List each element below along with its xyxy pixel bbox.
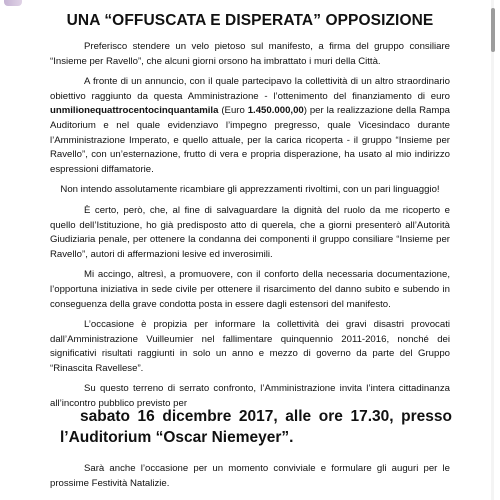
closing-paragraph: Sarà anche l’occasione per un momento conviviale e formulare gli auguri per le prossime Festività Natalizie. xyxy=(50,463,450,489)
scrollbar-thumb[interactable] xyxy=(491,8,495,52)
paragraph-2-text-c: ) per la realizzazione della Rampa Auditorium e nel quale evidenziavo l’impegno pregresso, quale Vicesindaco durante l’Amministrazione Imperato, e quello attuale, per la carica ricoperta - il gruppo “Insieme per Ravello”, con un’esternazione, frutto di vera e propria disperazione, ha usato al mio indirizzo espressioni diffamatorie. xyxy=(50,105,450,175)
crest-logo xyxy=(4,0,22,6)
paragraph-3: Non intendo assolutamente ricambiare gli apprezzamenti rivoltimi, con un pari linguaggio! xyxy=(60,184,440,196)
paragraph-2 xyxy=(50,75,450,177)
paragraph-5: Mi accingo, altresì, a promuovere, con il conforto della necessaria documentazione, l’opportuna iniziativa in sede civile per ottenere il risarcimento del danno subito e subendo in conseguenza della grave condotta posta in essere dagli estensori del manifesto. xyxy=(50,269,450,310)
amount-in-figures: 1.450.000,00 xyxy=(247,105,304,117)
paragraph-7: Su questo terreno di serrato confronto, l’Amministrazione invita l’intera cittadinanza all’incontro pubblico previsto per xyxy=(50,383,450,410)
paragraph-4: È certo, però, che, al fine di salvaguardare la dignità del ruolo da me ricoperto e quello dell’Istituzione, ho già predisposto atto di querela, che a giorni presenterò all’Autorità Giudiziaria penale, per ottenere la condanna dei componenti il gruppo consiliare “Insieme per Ravello”, autori di affermazioni lesive ed inverosimili. xyxy=(50,204,450,260)
scrollbar-track[interactable] xyxy=(491,0,494,500)
paragraph-2-text-b: (Euro xyxy=(218,105,248,117)
paragraph-1: Preferisco stendere un velo pietoso sul manifesto, a firma del gruppo consiliare “Insieme per Ravello”, che alcuni giorni orsono ha imbrattato i muri della Città. xyxy=(50,41,450,67)
paragraph-6: L’occasione è propizia per informare la collettività dei gravi disastri provocati dall’Amministrazione Vuilleumier nel fallimentare quinquennio 2011-2016, nonché dei significativi risultati raggiunti in solo un anno e mezzo di governo da parte del Gruppo “Rinascita Ravellese”. xyxy=(50,319,450,374)
event-announcement: sabato 16 dicembre 2017, alle ore 17.30, presso l’Auditorium “Oscar Niemeyer”. xyxy=(60,408,452,446)
amount-in-words: unmilionequattrocentocinquantamila xyxy=(50,105,219,117)
document-title: UNA “OFFUSCATA E DISPERATA” OPPOSIZIONE xyxy=(66,12,434,29)
paragraph-2-text-a: A fronte di un annuncio, con il quale partecipavo la collettività di un altro straordinario obiettivo raggiunto da questa Amministrazione - l’ottenimento del finanziamento di euro xyxy=(50,76,450,102)
document-body xyxy=(50,40,450,418)
